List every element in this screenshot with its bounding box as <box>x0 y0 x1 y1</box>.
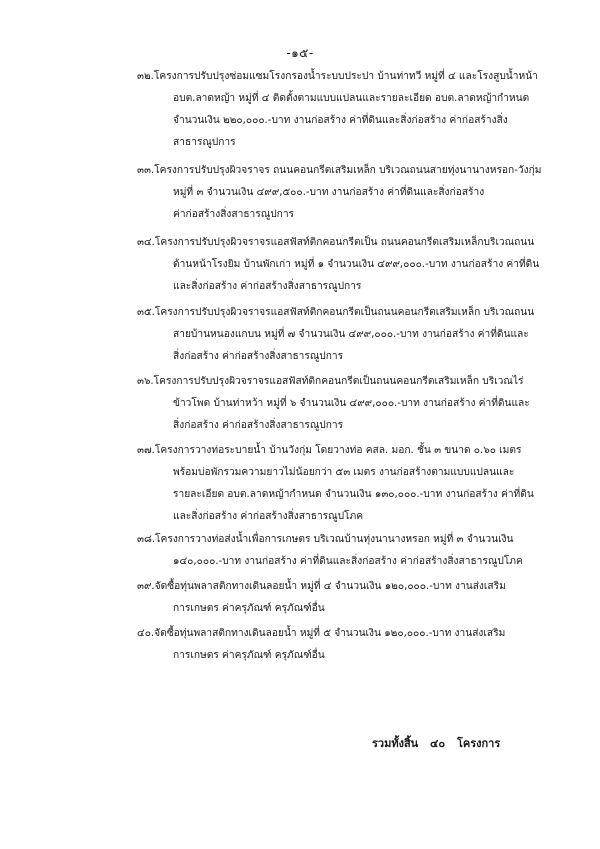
item-line: จำนวนเงิน ๒๒๐,๐๐๐.-บาท งานก่อสร้าง ค่าที่ดินและสิ่งก่อสร้าง ค่าก่อสร้างสิ่ง <box>173 115 508 126</box>
project-item-40 <box>137 623 562 667</box>
item-line: ค่าก่อสร้างสิ่งสาธารณูปการ <box>173 209 295 220</box>
project-item-32 <box>137 66 562 154</box>
item-line: และสิ่งก่อสร้าง ค่าก่อสร้างสิ่งสาธารณูปโภค <box>173 511 364 522</box>
item-line: ๔๐.จัดซื้อทุ่นพลาสติกทางเดินลอยน้ำ หมู่ที่ ๕ จำนวนเงิน ๑๒๐,๐๐๐.-บาท งานส่งเสริม <box>137 628 506 639</box>
total-count: ๔๐ <box>430 737 446 750</box>
item-line: สาธารณูปการ <box>173 137 236 148</box>
total-label: รวมทั้งสิ้น <box>372 737 419 750</box>
item-line: ข้าวโพด บ้านท่าหว้า หมู่ที่ ๖ จำนวนเงิน ๔๙๙,๐๐๐.-บาท งานก่อสร้าง ค่าที่ดินและ <box>173 398 530 409</box>
item-line: อบต.ลาดหญ้า หมู่ที่ ๔ ติดตั้งตามแบบแปลนและรายละเอียด อบต.ลาดหญ้ากำหนด <box>173 93 530 104</box>
item-line: ด้านหน้าโรงยิม บ้านพักเก่า หมู่ที่ ๑ จำนวนเงิน ๔๙๙,๐๐๐.-บาท งานก่อสร้าง ค่าที่ดิน <box>173 259 540 270</box>
project-item-39 <box>137 576 562 620</box>
item-line: สิ่งก่อสร้าง ค่าก่อสร้างสิ่งสาธารณูปการ <box>173 351 344 362</box>
total-unit: โครงการ <box>456 737 501 750</box>
item-line: การเกษตร ค่าครุภัณฑ์ ครุภัณฑ์อื่น <box>173 603 325 614</box>
item-line: และสิ่งก่อสร้าง ค่าก่อสร้างสิ่งสาธารณูปการ <box>173 281 362 292</box>
page-number: -๑๕- <box>286 46 314 60</box>
project-item-38 <box>137 529 562 573</box>
item-line: ๓๙.จัดซื้อทุ่นพลาสติกทางเดินลอยน้ำ หมู่ที่ ๔ จำนวนเงิน ๑๒๐,๐๐๐.-บาท งานส่งเสริม <box>137 581 506 592</box>
item-line: พร้อมบ่อพักรวมความยาวไม่น้อยกว่า ๕๓ เมตร งานก่อสร้างตามแบบแปลนและ <box>173 467 515 478</box>
total-summary <box>372 734 500 752</box>
item-line: หมู่ที่ ๓ จำนวนเงิน ๔๙๙,๕๐๐.-บาท งานก่อสร้าง ค่าที่ดินและสิ่งก่อสร้าง <box>173 187 485 198</box>
item-line: การเกษตร ค่าครุภัณฑ์ ครุภัณฑ์อื่น <box>173 650 325 661</box>
item-line: ๓๕.โครงการปรับปรุงผิวจราจรแอสฟัสท์ติกคอนกรีตเป็นถนนคอนกรีตเสริมเหล็ก บริเวณถนน <box>137 307 535 318</box>
item-line: ๓๖.โครงการปรับปรุงผิวจราจรแอสฟัสท์ติกคอนกรีตเป็นถนนคอนกรีตเสริมเหล็ก บริเวณไร่ <box>137 376 524 387</box>
item-line: ๓๘.โครงการวางท่อส่งน้ำเพื่อการเกษตร บริเวณบ้านทุ่งนานางหรอก หมู่ที่ ๓ จำนวนเงิน <box>137 534 514 545</box>
item-line: ๓๔.โครงการปรับปรุงผิวจราจรแอสฟัสท์ติกคอนกรีตเป็น ถนนคอนกรีตเสริมเหล็กบริเวณถนน <box>137 237 535 248</box>
item-line: ๓๒.โครงการปรับปรุงซ่อมแซมโรงกรองน้ำระบบประปา บ้านท่าทวี หมู่ที่ ๔ และโรงสูบน้ำหน้า <box>137 71 538 82</box>
project-item-37 <box>137 440 562 528</box>
item-line: ๑๔๐,๐๐๐.-บาท งานก่อสร้าง ค่าที่ดินและสิ่งก่อสร้าง ค่าก่อสร้างสิ่งสาธารณูปโภค <box>173 556 523 567</box>
project-item-34 <box>137 232 562 298</box>
project-item-33 <box>137 160 562 226</box>
item-line: ๓๓.โครงการปรับปรุงผิวจราจร ถนนคอนกรีตเสริมเหล็ก บริเวณถนนสายทุ่งนานางหรอก-วังกุ่ม <box>137 165 542 176</box>
item-line: สิ่งก่อสร้าง ค่าก่อสร้างสิ่งสาธารณูปการ <box>173 420 344 431</box>
project-item-35 <box>137 302 562 368</box>
item-line: สายบ้านหนองแกบน หมู่ที่ ๗ จำนวนเงิน ๔๙๙,๐๐๐.-บาท งานก่อสร้าง ค่าที่ดินและ <box>173 329 529 340</box>
item-line: ๓๗.โครงการวางท่อระบายน้ำ บ้านวังกุ่ม โดยวางท่อ คสล. มอก. ชั้น ๓ ขนาด ๐.๖๐ เมตร <box>137 445 522 456</box>
item-line: รายละเอียด อบต.ลาดหญ้ากำหนด จำนวนเงิน ๑๓๐,๐๐๐.-บาท งานก่อสร้าง ค่าที่ดิน <box>173 489 534 500</box>
project-item-36 <box>137 371 562 437</box>
